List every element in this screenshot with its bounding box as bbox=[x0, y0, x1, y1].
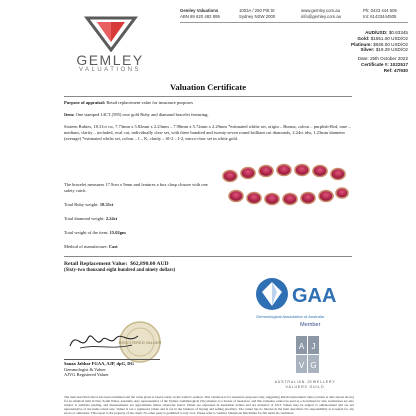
disclaimer-text: The item described above has been examined and the value given is based solely on the valuer's opinion. This valuation is for insurance purposes only, suggesting Retail replacement value (current at date shown above) for an identical item in New South Wales, Australia. Any representative of the Sydney Gemmological (SG) market, is a broker of insurance, and this valuation cannot be used as a document for sale. Gemstones are also subject to estimate grading, and measurements are approximate unless otherwise stated. Values are expressed in Australian dollars and are inclusive of GST. Values may be subject to enhancement and are not representative of the items actual sale. Valuer is not a registered valuer and is not in the business of buying and selling jewellery. The valuer has no interest in the item described. No responsibility is accepted for any errors or omissions. This report is the property of the client. No other party is permitted to rely on it. Please refer to Gemley Valuations Disclaimer for full terms & conditions. bbox=[64, 395, 354, 415]
bracelet-measurement: The bracelet measures 17.9cm x 9mm and features a box clasp closure with one safety catch. bbox=[64, 182, 208, 193]
email-link[interactable]: info@gemley.com.au bbox=[301, 14, 342, 19]
certificate-date: Date: 25th October 2022 bbox=[357, 56, 408, 62]
signer-name: Sanaa Jabbar FGAA, AJP, dpG, DG bbox=[64, 361, 135, 366]
gold-rate: Gold: $1651.00 USD/Oz bbox=[357, 35, 408, 41]
title-divider bbox=[64, 96, 352, 97]
ruby-weight: Total Ruby weight: 18.31ct bbox=[64, 202, 114, 207]
svg-text:J: J bbox=[311, 342, 316, 351]
signer-title-2: AJVG Registered Valuer bbox=[64, 372, 109, 378]
ajvg-guild-text: AUSTRALIAN JEWELLERY VALUERS GUILD bbox=[274, 380, 336, 389]
page-title: Valuation Certificate bbox=[170, 82, 246, 92]
company-name: Gemley Valuations bbox=[180, 8, 219, 13]
valuer-signature bbox=[66, 326, 146, 354]
certificate-number: Certificate #: 1022517 bbox=[361, 61, 408, 67]
svg-text:G: G bbox=[310, 361, 317, 370]
svg-text:REGISTERED VALUER: REGISTERED VALUER bbox=[118, 340, 162, 345]
gemley-diamond-logo-icon bbox=[83, 12, 139, 52]
header-divider bbox=[180, 22, 408, 23]
brand-subtitle: VALUATIONS bbox=[78, 67, 142, 73]
gaa-logo-icon bbox=[250, 270, 360, 330]
item-description: Sixteen Rubies, 18.31ct cw, 7.73mm x 5.82mm x 2.23mm – 7.98mm x 5.72mm x 2.29mm *estimated whilst set, origin – Burma, colour – purplish-Red, tone – medium, clarity – included, oval cut, individually claw set, with three hundred and twenty-seven round brilliant cut diamonds, 2.24ct tdw, 1.23mm diameter (average) *estimated whilst set, colour – I – K, clarity – SI-2 – I-2, micro-claw set in white gold. bbox=[64, 124, 351, 141]
signer-title-1: Gemmologist & Valuer bbox=[64, 366, 106, 372]
brand-name: GEMLEY bbox=[76, 52, 144, 68]
address-line-1: 1003A / 250 Pitt St bbox=[239, 8, 275, 13]
retail-replacement-value: Retail Replacement Value: $62,890.00 AUD bbox=[64, 261, 169, 267]
total-weight: Total weight of the item: 15.02gm bbox=[64, 230, 126, 235]
aud-usd-rate: AUD/USD: $0.63345 bbox=[365, 30, 408, 35]
svg-text:A: A bbox=[298, 342, 305, 351]
company-abn: ABN 69 620 482 895 bbox=[180, 14, 220, 19]
intl-phone-number: Int: 61433444505 bbox=[363, 14, 397, 19]
svg-text:Gemmological Association of Au: Gemmological Association of Australia bbox=[256, 314, 324, 319]
reference-number: Ref: 47/930 bbox=[383, 67, 408, 73]
signer-block bbox=[64, 361, 134, 378]
method-of-manufacture: Method of manufacture: Cast bbox=[64, 244, 118, 249]
bracelet-photo bbox=[218, 160, 354, 208]
svg-text:V: V bbox=[298, 361, 305, 370]
purpose-of-appraisal: Purpose of appraisal: Retail replacement value for insurance purposes bbox=[64, 100, 193, 105]
gaa-member-label: Member bbox=[300, 322, 321, 328]
item-line: Item: One stamped 14CT (585) rose gold Ruby and diamond bracelet featuring; bbox=[64, 112, 209, 117]
signature-line bbox=[64, 359, 160, 360]
svg-text:GAA: GAA bbox=[292, 285, 337, 307]
retail-divider bbox=[64, 256, 352, 257]
website[interactable]: www.gemley.com.au bbox=[301, 8, 341, 13]
ajvg-logo-icon bbox=[268, 334, 348, 378]
address-line-2: Sydney NSW 2000 bbox=[239, 14, 276, 19]
phone-number: Ph: 0433 444 505 bbox=[363, 8, 397, 13]
rates-block bbox=[280, 30, 408, 74]
retail-value-words: (Sixty-two thousand eight hundred and ninety dollars) bbox=[64, 268, 176, 273]
diamond-weight: Total diamond weight: 2.24ct bbox=[64, 216, 118, 221]
platinum-rate: Platinum: $926.00 USD/Oz bbox=[351, 41, 408, 47]
silver-rate: Silver: $19.29 USD/Oz bbox=[360, 47, 408, 53]
